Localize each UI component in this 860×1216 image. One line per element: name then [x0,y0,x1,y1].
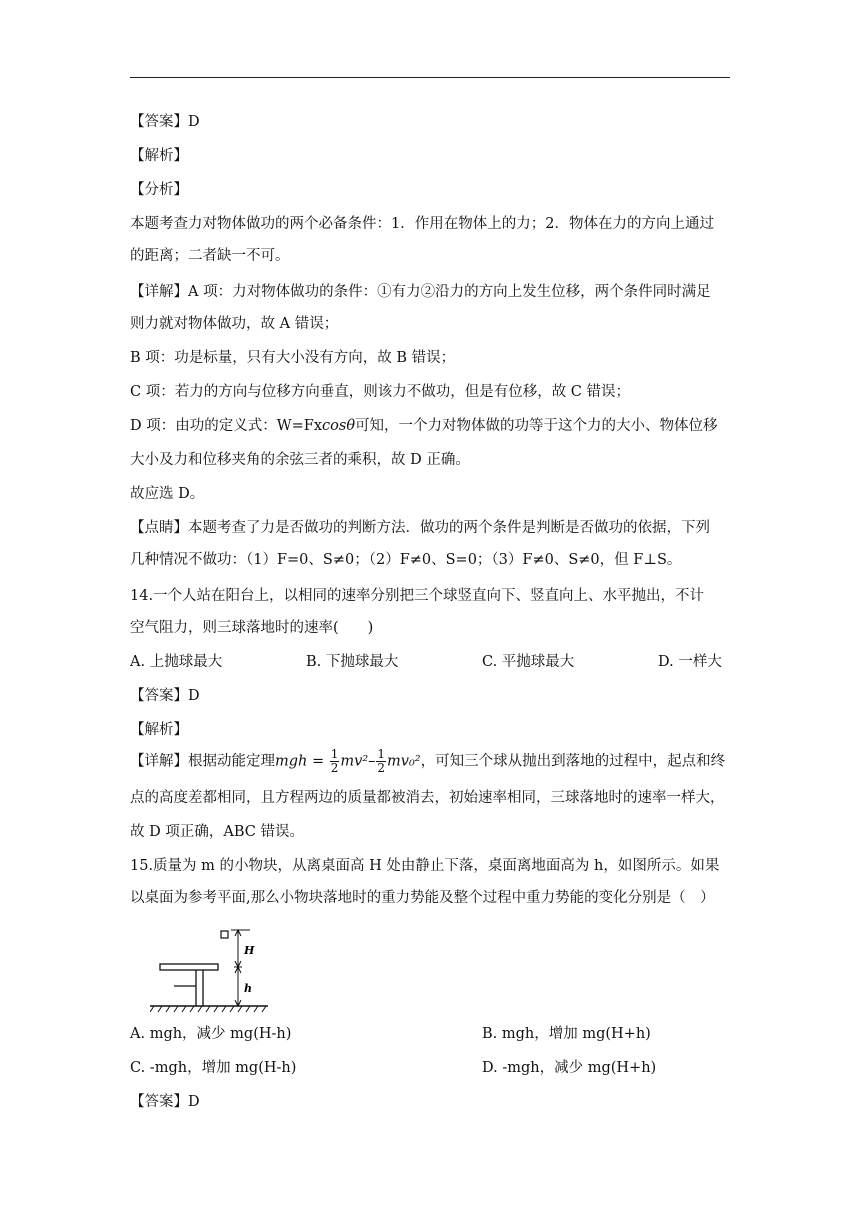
header-rule [130,77,730,78]
analysis-label: 【解析】 [130,148,188,164]
q14-option-a: A. 上抛球最大 [130,654,223,670]
figure-diagram [150,928,270,1012]
q15-option-c: C. -mgh，增加 mg(H-h) [130,1060,297,1076]
text-line: 【点睛】本题考查了力是否做功的判断方法．做功的两个条件是判断是否做功的依据，下列 [130,520,710,536]
text-line [130,416,718,436]
text-span: 【详解】根据动能定理 [130,753,275,770]
text-line: 故应选 D。 [130,486,205,502]
text-span: 可知，一个力对物体做的功等于这个力的大小、物体位移 [355,418,718,434]
question-15-line1: 15.质量为 m 的小物块，从离桌面高 H 处由静止下落，桌面离地面高为 h，如图所示。如果 [130,858,720,874]
table-drop-figure [150,928,270,1016]
text-line: 几种情况不做功：（1）F=0、S≠0；（2）F≠0、S=0；（3）F≠0、S≠0，但 F⊥S。 [130,552,682,568]
text-line: 【详解】A 项：力对物体做功的条件：①有力②沿力的方向上发生位移，两个条件同时满足 [130,284,711,300]
q14-answer: 【答案】D [130,688,200,704]
text-line: 本题考查力对物体做功的两个必备条件：1．作用在物体上的力；2．物体在力的方向上通过 [130,216,714,232]
q14-detail-line2: 点的高度差都相同，且方程两边的质量都被消去，初始速率相同，三球落地时的速率一样大， [130,790,725,806]
fraction-half [330,748,340,775]
q14-option-b: B. 下抛球最大 [306,654,399,670]
q14-option-d: D. 一样大 [658,654,722,670]
text-line: C 项：若力的方向与位移方向垂直，则该力不做功，但是有位移，故 C 错误； [130,384,631,400]
formula-mgh: mgh [275,753,308,770]
q14-option-c: C. 平抛球最大 [482,654,575,670]
q15-option-b: B. mgh，增加 mg(H+h) [482,1026,651,1042]
fraction-numerator: 1 [330,747,339,761]
answer-label: 【答案】D [130,114,200,130]
text-line: 则力就对物体做功，故 A 错误； [130,316,339,332]
question-14-line1: 14.一个人站在阳台上，以相同的速率分别把三个球竖直向下、竖直向上、水平抛出，不计 [130,588,705,604]
label-h: h [244,982,252,995]
formula-mv2: mv²– [340,753,376,770]
fraction-denominator: 2 [330,761,339,775]
fraction-denominator: 2 [377,761,386,775]
text-span: ，可知三个球从抛出到落地的过程中，起点和终 [420,753,726,770]
q14-detail-line1 [130,748,725,775]
q14-analysis: 【解析】 [130,722,188,738]
text-line: 大小及力和位移夹角的余弦三者的乘积，故 D 正确。 [130,452,470,468]
text-line: B 项：功是标量，只有大小没有方向，故 B 错误； [130,350,456,366]
text-line: 的距离；二者缺一不可。 [130,248,290,264]
question-15-line2: 以桌面为参考平面,那么小物块落地时的重力势能及整个过程中重力势能的变化分别是（ ） [130,890,715,906]
formula-mv0: mv₀² [387,753,421,770]
q15-answer: 【答案】D [130,1094,200,1110]
fenxi-label: 【分析】 [130,182,188,198]
fraction-numerator: 1 [377,747,386,761]
q15-option-a: A. mgh，减少 mg(H-h) [130,1026,292,1042]
formula-cos: cosθ [322,418,356,434]
q14-detail-line3: 故 D 项正确，ABC 错误。 [130,824,304,840]
question-14-line2: 空气阻力，则三球落地时的速率( ) [130,620,374,636]
label-H: H [244,944,255,957]
fraction-half [376,748,386,775]
q15-option-d: D. -mgh，减少 mg(H+h) [482,1060,657,1076]
formula-equals: = [307,753,329,770]
text-span: D 项：由功的定义式：W=Fx [130,418,323,434]
